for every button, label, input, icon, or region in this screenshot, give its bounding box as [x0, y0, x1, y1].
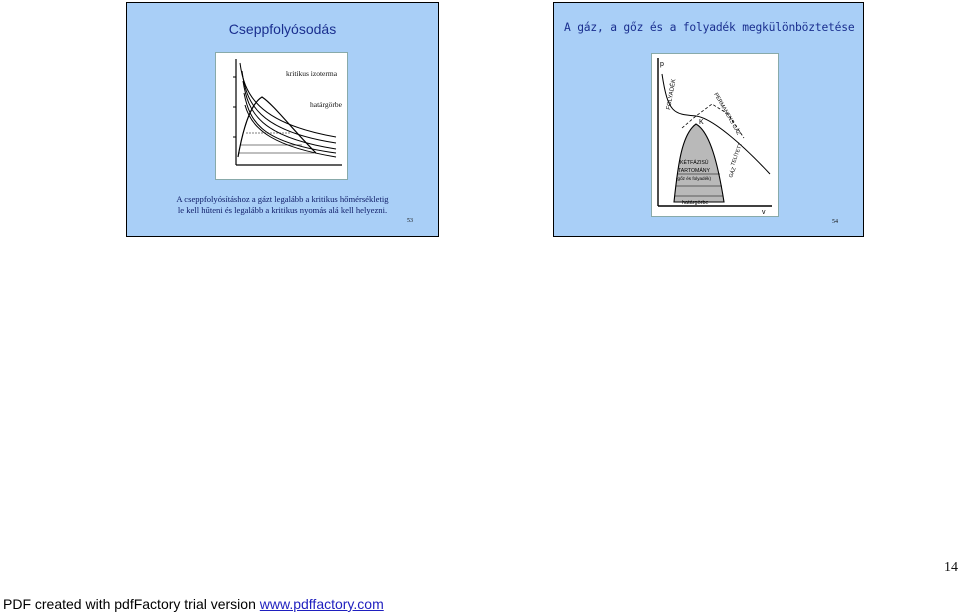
saturated-label: TELÍTETT [730, 142, 745, 167]
critical-isotherm-label: kritikus izoterma [286, 69, 338, 78]
slide-54 [553, 2, 864, 237]
permanent-gas-label: PERMANENS GÁZ [712, 92, 742, 137]
footer-text: PDF created with pdfFactory trial version [3, 596, 260, 612]
gas-liquid-label: (gőz és folyadék) [676, 176, 711, 181]
p-axis-label: p [660, 61, 664, 68]
boundary-curve-label: határgörbe [310, 100, 342, 109]
region-label: TARTOMÁNY [678, 168, 710, 174]
slide-number: 54 [832, 219, 838, 225]
footer-link[interactable]: www.pdffactory.com [259, 596, 384, 612]
v-axis-label: v [762, 209, 766, 216]
isotherm-diagram [215, 52, 348, 180]
gas-label: GÁZ [728, 166, 738, 179]
slide-title: Cseppfolyósodás [228, 21, 337, 37]
caption-line-1: A cseppfolyósításhoz a gázt legalább a kritikus hőmérsékletig [176, 194, 389, 204]
phase-chart-svg [652, 54, 778, 216]
liquid-label: FOLYADÉK [666, 78, 678, 111]
caption-line-2: le kell hűteni és legalább a kritikus nyomás alá kell helyezni. [177, 205, 388, 215]
slide-title: A gáz, a gőz és a folyadék megkülönböztetése [564, 21, 855, 34]
phase-diagram [651, 53, 779, 217]
boundary-curve-label: határgörbe [682, 200, 709, 206]
critical-point-label: K [699, 119, 704, 126]
slide-number: 53 [407, 218, 413, 224]
two-phase-label: KÉTFÁZISÚ [680, 160, 709, 166]
page-number: 14 [944, 560, 958, 575]
footer [3, 596, 384, 612]
slide-53 [126, 2, 439, 237]
